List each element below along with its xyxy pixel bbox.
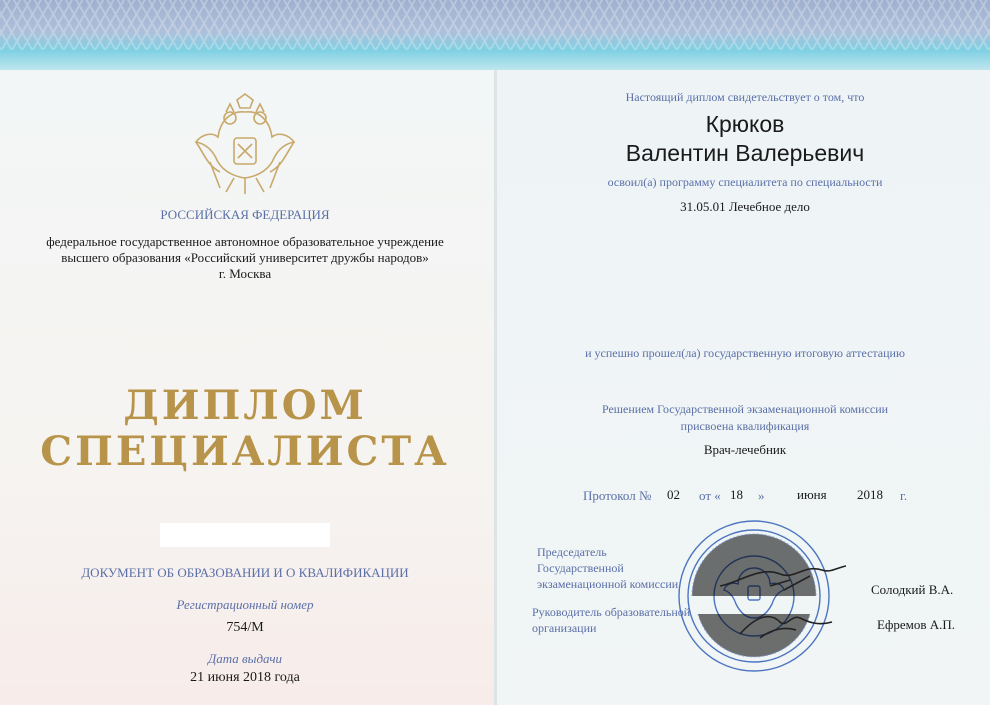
- certifies-text: Настоящий диплом свидетельствует о том, что: [625, 90, 865, 104]
- protocol-from-label: от «: [699, 488, 721, 503]
- graduate-surname: Крюков: [705, 111, 785, 137]
- head-name: Ефремов А.П.: [877, 617, 956, 632]
- page-fold: [494, 70, 497, 705]
- commission-decision-line-2: присвоена квалификация: [680, 419, 810, 433]
- diploma-title-line-2: СПЕЦИАЛИСТА: [40, 428, 450, 475]
- institution-city: г. Москва: [218, 266, 272, 281]
- protocol-quote-close: »: [758, 488, 765, 503]
- coat-of-arms-icon: [190, 92, 300, 204]
- diploma-title-line-1: ДИПЛОМ: [123, 382, 367, 429]
- institution-line-2: высшего образования «Российский университет дружбы народов»: [61, 250, 429, 265]
- protocol-number: 02: [667, 487, 680, 502]
- registration-number: 754/М: [226, 620, 264, 635]
- federation-label: РОССИЙСКАЯ ФЕДЕРАЦИЯ: [160, 207, 330, 222]
- redacted-series-number: [160, 523, 330, 547]
- issue-date-label: Дата выдачи: [207, 651, 283, 666]
- protocol-year: 2018: [857, 487, 883, 502]
- head-title-line-2: организации: [532, 621, 597, 635]
- protocol-year-suffix: г.: [900, 488, 908, 503]
- mastered-program-text: освоил(а) программу специалитета по специальности: [607, 175, 883, 189]
- qualification: Врач-лечебник: [703, 442, 787, 457]
- protocol-day: 18: [730, 487, 743, 502]
- specialty: 31.05.01 Лечебное дело: [680, 199, 810, 214]
- graduate-name: Валентин Валерьевич: [625, 140, 865, 166]
- chair-title-line-2: Государственной: [537, 561, 624, 575]
- attestation-text: и успешно прошел(ла) государственную итоговую аттестацию: [585, 346, 905, 360]
- institution-line-1: федеральное государственное автономное образовательное учреждение: [46, 234, 444, 249]
- protocol-label: Протокол №: [583, 488, 652, 503]
- chair-title-line-1: Председатель: [537, 545, 607, 559]
- signature-marks: [700, 556, 860, 646]
- document-type: ДОКУМЕНТ ОБ ОБРАЗОВАНИИ И О КВАЛИФИКАЦИИ: [81, 565, 409, 580]
- registration-label: Регистрационный номер: [176, 597, 314, 612]
- chair-name: Солодкий В.А.: [871, 582, 954, 597]
- top-security-band: [0, 0, 990, 70]
- commission-decision-line-1: Решением Государственной экзаменационной комиссии: [601, 402, 889, 416]
- issue-date: 21 июня 2018 года: [190, 670, 300, 685]
- protocol-month: июня: [797, 487, 827, 502]
- head-title-line-1: Руководитель образовательной: [532, 605, 691, 619]
- chair-title-line-3: экзаменационной комиссии: [537, 577, 679, 591]
